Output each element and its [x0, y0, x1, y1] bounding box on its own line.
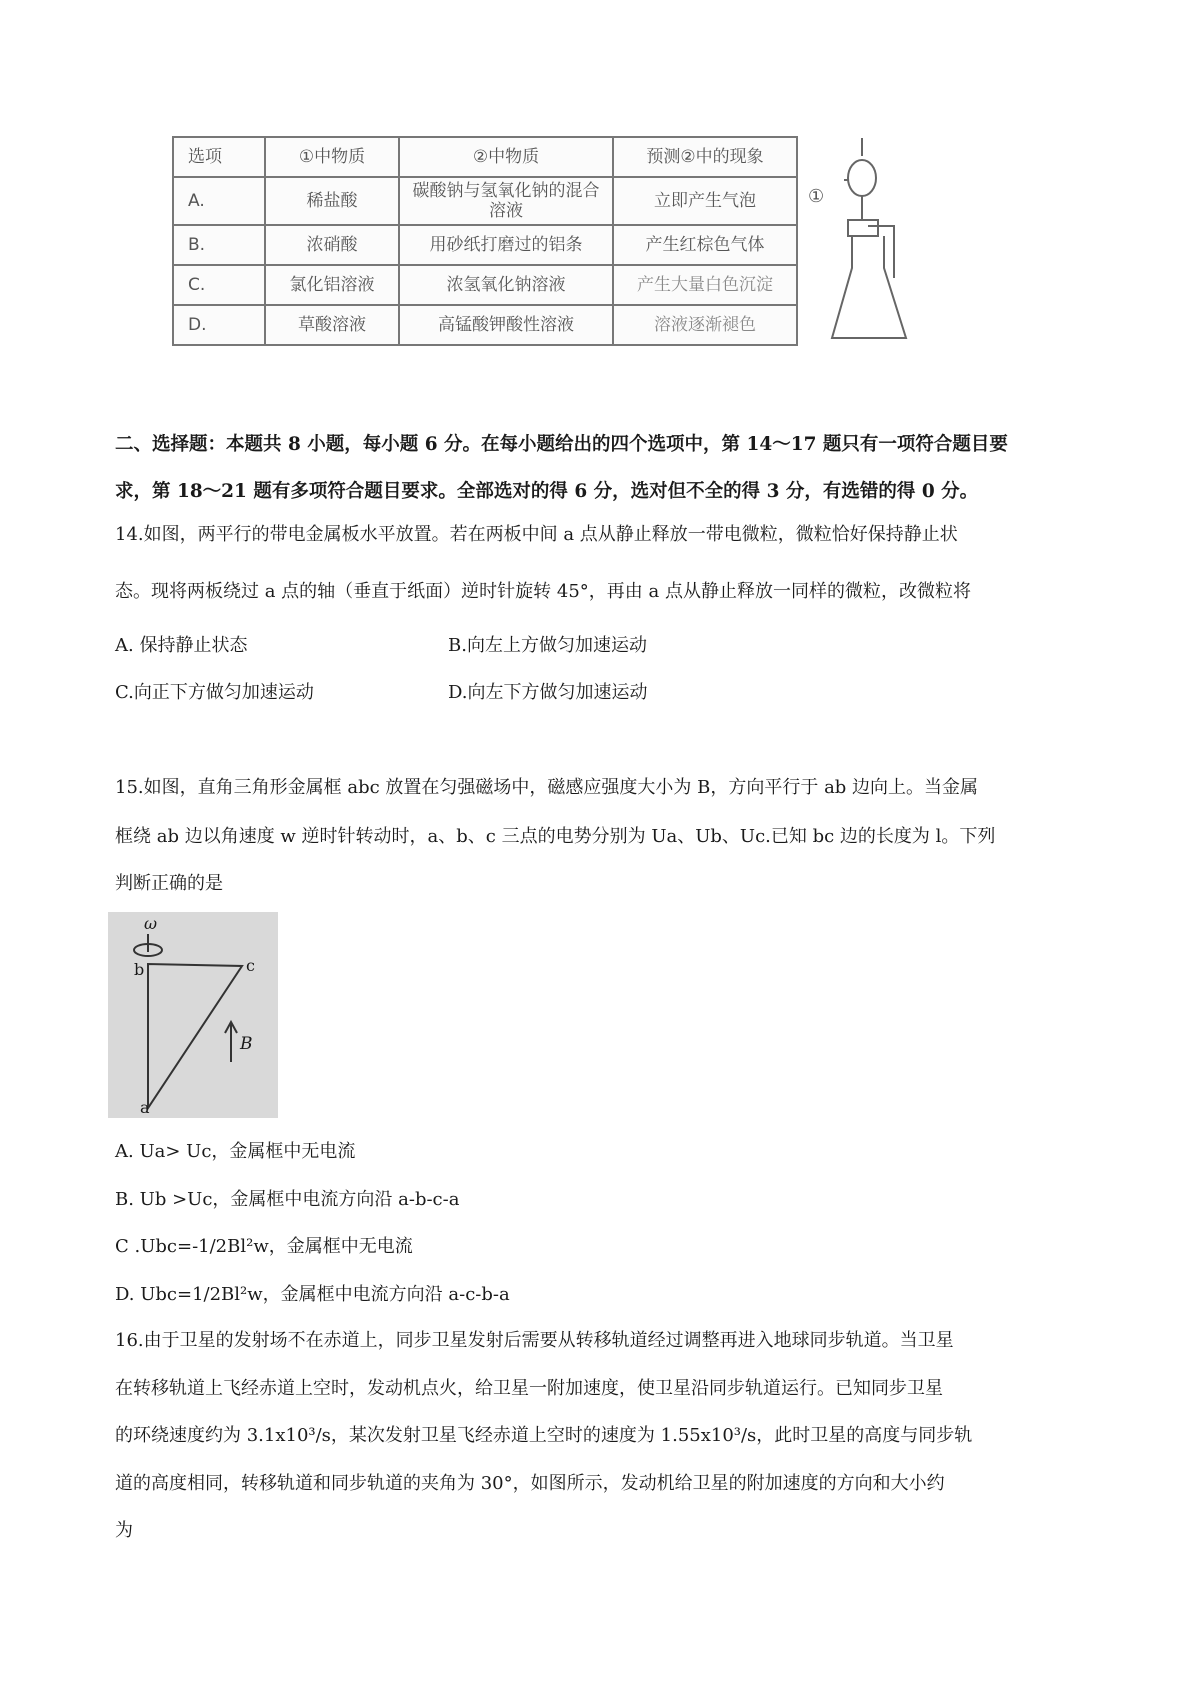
flask-apparatus-icon [824, 128, 934, 348]
q15-stem-line3: 判断正确的是 [115, 873, 223, 894]
table-cell: 浓氢氧化钠溶液 [399, 265, 613, 305]
triangle-frame-icon [108, 912, 278, 1118]
q14-option-d: D.向左下方做匀加速运动 [448, 682, 648, 703]
q14-option-a: A. 保持静止状态 [115, 635, 248, 656]
table-cell: 草酸溶液 [265, 305, 399, 345]
vertex-b-label: b [134, 960, 145, 979]
q15-stem-line2: 框绕 ab 边以角速度 w 逆时针转动时，a、b、c 三点的电势分别为 Ua、Ub、Uc.已知 bc 边的长度为 l。下列 [115, 826, 996, 847]
table-cell: 碳酸钠与氢氧化钠的混合溶液 [399, 177, 613, 225]
q16-stem-line2: 在转移轨道上飞经赤道上空时，发动机点火，给卫星一附加速度，使卫星沿同步轨道运行。已知同步卫星 [115, 1378, 943, 1399]
field-b-label: B [240, 1034, 253, 1054]
table-header-cell: 预测②中的现象 [613, 137, 797, 177]
chem-table-figure [160, 128, 940, 376]
section-heading-line2: 求，第 18～21 题有多项符合题目要求。全部选对的得 6 分，选对但不全的得 3 分，有选错的得 0 分。 [115, 481, 979, 502]
q16-stem-line3: 的环绕速度约为 3.1x10³/s，某次发射卫星飞经赤道上空时的速度为 1.55x10³/s，此时卫星的高度与同步轨 [115, 1425, 973, 1446]
q14-option-c: C.向正下方做匀加速运动 [115, 682, 314, 703]
table-row [173, 225, 797, 265]
table-row [173, 305, 797, 345]
q16-stem-line1: 16.由于卫星的发射场不在赤道上，同步卫星发射后需要从转移轨道经过调整再进入地球同步轨道。当卫星 [115, 1330, 954, 1351]
table-cell: 产生大量白色沉淀 [613, 265, 797, 305]
table-cell: 产生红棕色气体 [613, 225, 797, 265]
vertex-a-label: a [140, 1098, 150, 1117]
omega-label: ω [144, 914, 158, 933]
q15-option-c: C .Ubc=-1/2Bl²w，金属框中无电流 [115, 1236, 413, 1257]
table-header-cell: ②中物质 [399, 137, 613, 177]
q15-option-d: D. Ubc=1/2Bl²w，金属框中电流方向沿 a-c-b-a [115, 1284, 510, 1305]
table-row [173, 265, 797, 305]
q14-stem-line1: 14.如图，两平行的带电金属板水平放置。若在两板中间 a 点从静止释放一带电微粒，微粒恰好保持静止状 [115, 524, 958, 545]
q15-option-b: B. Ub >Uc，金属框中电流方向沿 a-b-c-a [115, 1189, 460, 1210]
table-row [173, 177, 797, 225]
table-cell: 高锰酸钾酸性溶液 [399, 305, 613, 345]
q14-stem-line2: 态。现将两板绕过 a 点的轴（垂直于纸面）逆时针旋转 45°，再由 a 点从静止释放一同样的微粒，改微粒将 [115, 581, 971, 602]
table-cell: 浓硝酸 [265, 225, 399, 265]
table-cell: 稀盐酸 [265, 177, 399, 225]
q15-option-a: A. Ua> Uc，金属框中无电流 [115, 1141, 356, 1162]
table-cell: D. [173, 305, 265, 345]
q15-stem-line1: 15.如图，直角三角形金属框 abc 放置在匀强磁场中，磁感应强度大小为 B，方向平行于 ab 边向上。当金属 [115, 777, 979, 798]
table-header-row [173, 137, 797, 177]
table-cell: 用砂纸打磨过的铝条 [399, 225, 613, 265]
table-cell: A. [173, 177, 265, 225]
vertex-c-label: c [246, 956, 255, 975]
q14-option-b: B.向左上方做匀加速运动 [448, 635, 647, 656]
apparatus-label: ① [808, 186, 825, 207]
table-cell: B. [173, 225, 265, 265]
section-heading-line1: 二、选择题：本题共 8 小题，每小题 6 分。在每小题给出的四个选项中，第 14～17 题只有一项符合题目要 [115, 434, 1008, 455]
table-header-cell: 选项 [173, 137, 265, 177]
q16-stem-line5: 为 [115, 1520, 133, 1541]
table-cell: 氯化铝溶液 [265, 265, 399, 305]
table-cell: 溶液逐渐褪色 [613, 305, 797, 345]
table-cell: 立即产生气泡 [613, 177, 797, 225]
chem-table [172, 136, 798, 346]
q16-stem-line4: 道的高度相同，转移轨道和同步轨道的夹角为 30°，如图所示，发动机给卫星的附加速度的方向和大小约 [115, 1473, 945, 1494]
triangle-frame-figure [108, 912, 278, 1118]
table-header-cell: ①中物质 [265, 137, 399, 177]
table-cell: C. [173, 265, 265, 305]
